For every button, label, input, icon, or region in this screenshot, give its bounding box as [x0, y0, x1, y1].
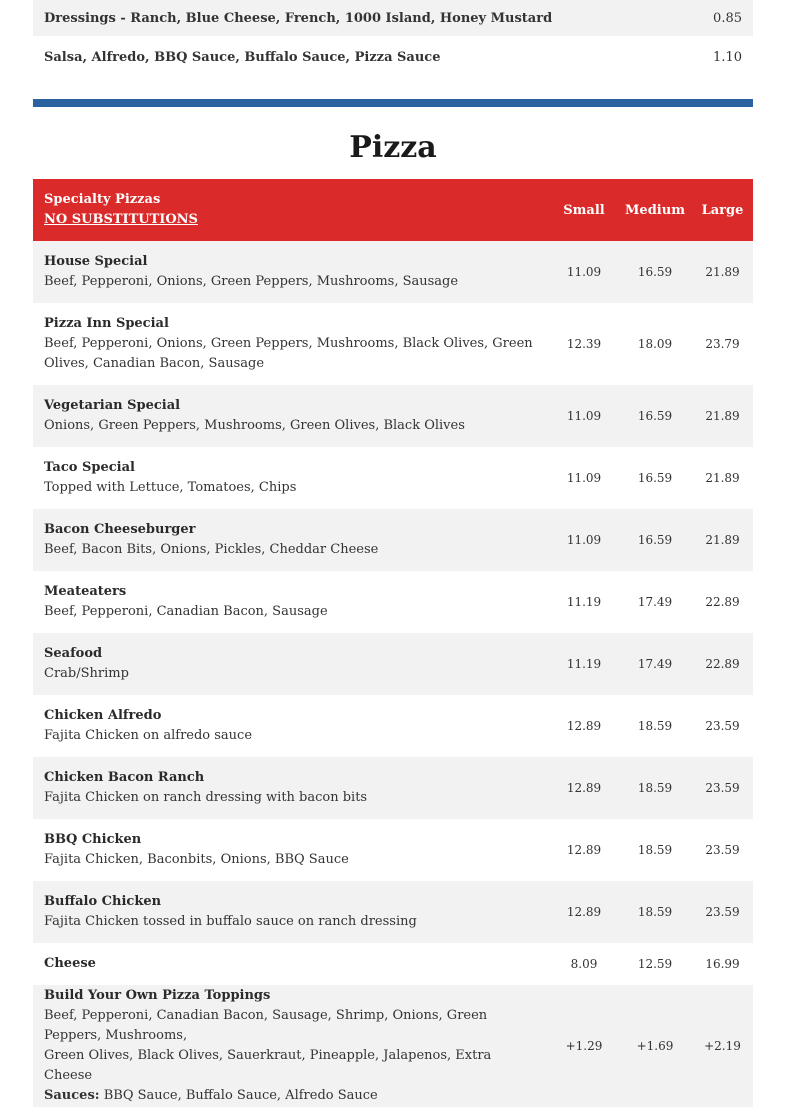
pizza-price-table — [33, 179, 753, 1107]
sauces-list: BBQ Sauce, Buffalo Sauce, Alfredo Sauce — [103, 1088, 378, 1103]
item-cell — [33, 252, 550, 292]
price-large: 23.79 — [705, 337, 740, 351]
table-row — [33, 509, 753, 571]
price-large: 16.99 — [705, 957, 740, 971]
price-large: +2.19 — [704, 1039, 741, 1053]
item-desc: Beef, Pepperoni, Canadian Bacon, Sausage — [44, 604, 328, 619]
price-medium: 16.59 — [637, 409, 673, 423]
table-row — [33, 385, 753, 447]
header-title: Specialty Pizzas — [44, 192, 161, 207]
sauces-label: Sauces: — [44, 1088, 100, 1103]
price-large: 22.89 — [705, 657, 740, 671]
item-name: Vegetarian Special — [44, 398, 181, 413]
price-large: 23.59 — [705, 843, 740, 857]
item-name: Taco Special — [44, 460, 135, 475]
item-desc: Beef, Pepperoni, Onions, Green Peppers, Mushrooms, Sausage — [44, 274, 459, 289]
item-cell — [33, 582, 550, 622]
price-medium: 16.59 — [637, 471, 673, 485]
item-cell — [33, 954, 550, 974]
price-small: +1.29 — [565, 1039, 603, 1053]
item-name: Build Your Own Pizza Toppings — [44, 988, 271, 1003]
sauce-name: Dressings - Ranch, Blue Cheese, French, 1000 Island, Honey Mustard — [44, 10, 553, 26]
item-cell — [33, 396, 550, 436]
price-small: 11.09 — [566, 409, 602, 423]
item-desc: Fajita Chicken, Baconbits, Onions, BBQ Sauce — [44, 852, 349, 867]
item-cell — [33, 768, 550, 808]
item-name: BBQ Chicken — [44, 832, 142, 847]
item-desc: Fajita Chicken tossed in buffalo sauce on ranch dressing — [44, 914, 417, 929]
item-desc: Fajita Chicken on ranch dressing with bacon bits — [44, 790, 368, 805]
price-small: 12.89 — [566, 719, 602, 733]
sauce-row — [33, 0, 753, 36]
item-name: House Special — [44, 254, 148, 269]
item-cell — [33, 314, 550, 374]
price-small: 11.09 — [566, 533, 602, 547]
table-header — [33, 179, 753, 241]
price-medium: 12.59 — [637, 957, 673, 971]
price-medium: 18.59 — [637, 905, 673, 919]
item-name: Buffalo Chicken — [44, 894, 162, 909]
table-row — [33, 241, 753, 303]
price-medium: 18.09 — [637, 337, 673, 351]
price-large: 21.89 — [705, 409, 740, 423]
price-medium: 18.59 — [637, 781, 673, 795]
price-medium: 16.59 — [637, 533, 673, 547]
price-small: 11.19 — [566, 657, 602, 671]
header-large: Large — [701, 202, 744, 218]
table-row — [33, 303, 753, 385]
item-cell — [33, 644, 550, 684]
sauces-line — [44, 1086, 540, 1106]
item-cell — [33, 706, 550, 746]
table-row — [33, 757, 753, 819]
section-title: Pizza — [349, 130, 437, 165]
price-large: 21.89 — [705, 533, 740, 547]
price-medium: +1.69 — [636, 1039, 674, 1053]
price-small: 12.39 — [566, 337, 602, 351]
item-desc: Onions, Green Peppers, Mushrooms, Green Olives, Black Olives — [44, 418, 465, 433]
price-small: 12.89 — [566, 781, 602, 795]
table-row — [33, 943, 753, 985]
sauce-price: 0.85 — [713, 10, 742, 26]
item-desc: Beef, Pepperoni, Onions, Green Peppers, Mushrooms, Black Olives, Green Olives, Canadian Bacon, Sausage — [44, 336, 533, 371]
item-name: Chicken Bacon Ranch — [44, 770, 205, 785]
table-row — [33, 881, 753, 943]
item-cell — [33, 520, 550, 560]
price-medium: 16.59 — [637, 265, 673, 279]
sauce-row — [33, 36, 753, 78]
item-cell — [33, 986, 550, 1106]
table-row — [33, 633, 753, 695]
item-desc: Beef, Bacon Bits, Onions, Pickles, Cheddar Cheese — [44, 542, 379, 557]
price-medium: 17.49 — [637, 657, 673, 671]
table-row — [33, 819, 753, 881]
item-cell — [33, 458, 550, 498]
sauce-name: Salsa, Alfredo, BBQ Sauce, Buffalo Sauce, Pizza Sauce — [44, 49, 441, 65]
price-large: 23.59 — [705, 719, 740, 733]
table-row — [33, 571, 753, 633]
item-name: Cheese — [44, 956, 96, 971]
menu-page — [33, 0, 753, 1107]
price-large: 23.59 — [705, 781, 740, 795]
item-cell — [33, 830, 550, 870]
price-small: 11.09 — [566, 265, 602, 279]
no-substitutions-note: NO SUBSTITUTIONS — [44, 212, 198, 227]
table-row — [33, 447, 753, 509]
toppings-line-1: Beef, Pepperoni, Canadian Bacon, Sausage, Shrimp, Onions, Green Peppers, Mushrooms, — [44, 1008, 488, 1043]
table-row — [33, 695, 753, 757]
header-title-cell — [33, 190, 550, 230]
price-small: 8.09 — [570, 957, 598, 971]
price-medium: 17.49 — [637, 595, 673, 609]
price-large: 22.89 — [705, 595, 740, 609]
item-name: Chicken Alfredo — [44, 708, 162, 723]
item-desc: Topped with Lettuce, Tomatoes, Chips — [44, 480, 297, 495]
price-small: 11.19 — [566, 595, 602, 609]
toppings-line-2: Green Olives, Black Olives, Sauerkraut, Pineapple, Jalapenos, Extra Cheese — [44, 1048, 492, 1083]
item-name: Pizza Inn Special — [44, 316, 169, 331]
item-desc: Fajita Chicken on alfredo sauce — [44, 728, 253, 743]
price-small: 12.89 — [566, 905, 602, 919]
item-desc: Crab/Shrimp — [44, 666, 129, 681]
header-medium: Medium — [625, 202, 685, 218]
price-medium: 18.59 — [637, 719, 673, 733]
item-name: Seafood — [44, 646, 103, 661]
section-divider — [33, 99, 753, 107]
table-row-build-your-own — [33, 985, 753, 1107]
price-large: 23.59 — [705, 905, 740, 919]
price-large: 21.89 — [705, 471, 740, 485]
item-name: Meateaters — [44, 584, 127, 599]
item-name: Bacon Cheeseburger — [44, 522, 196, 537]
price-small: 12.89 — [566, 843, 602, 857]
sauce-price: 1.10 — [713, 49, 742, 65]
price-large: 21.89 — [705, 265, 740, 279]
price-small: 11.09 — [566, 471, 602, 485]
price-medium: 18.59 — [637, 843, 673, 857]
header-small: Small — [563, 202, 605, 218]
item-cell — [33, 892, 550, 932]
